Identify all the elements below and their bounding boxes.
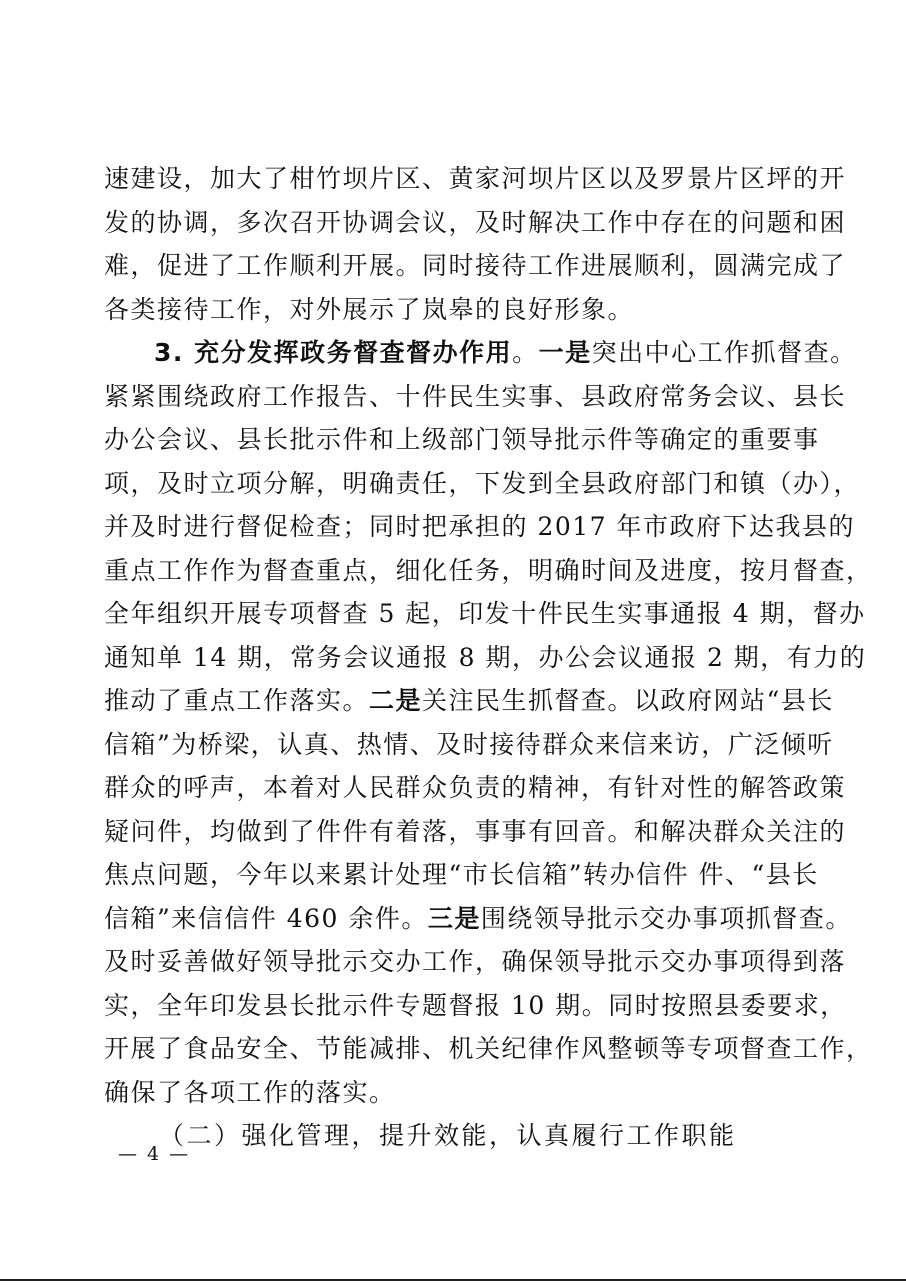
point-label: 二是	[369, 686, 423, 715]
paragraph-line: 重点工作作为督查重点，细化任务，明确时间及进度，按月督查，	[104, 555, 873, 585]
page-number: — 4 —	[118, 1143, 191, 1165]
paragraph-line: 信箱”为桥梁，认真、热情、及时接待群众来信来访，广泛倾听	[104, 729, 834, 759]
paragraph-line: 办公会议、县长批示件和上级部门领导批示件等确定的重要事	[104, 425, 820, 454]
paragraph-line: 及时妥善做好领导批示交办工作，确保领导批示交办事项得到落	[104, 947, 847, 976]
paragraph-line: 难，促进了工作顺利开展。同时接待工作进展顺利，圆满完成了	[104, 251, 847, 280]
section-heading: （二）强化管理，提升效能，认真履行工作职能	[159, 1121, 737, 1150]
paragraph-line: 推动了重点工作落实。二是关注民生抓督查。以政府网站“县长	[104, 686, 834, 715]
paragraph-line: 实，全年印发县长批示件专题督报 10 期。同时按照县委要求，	[104, 990, 847, 1020]
paragraph-line: 发的协调，多次召开协调会议，及时解决工作中存在的问题和困	[104, 207, 847, 237]
paragraph-line: 确保了各项工作的落实。	[104, 1077, 396, 1107]
paragraph-line: 群众的呼声，本着对人民群众负责的精神，有针对性的解答政策	[104, 773, 847, 802]
point-label: 一是	[538, 338, 592, 367]
paragraph-line: 疑问件，均做到了件件有着落，事事有回音。和解决群众关注的	[104, 816, 847, 846]
paragraph-line: 信箱”来信信件 460 余件。三是围绕领导批示交办事项抓督查。	[104, 903, 852, 933]
paragraph-line: 速建设，加大了柑竹坝片区、黄家河坝片区以及罗景片区坪的开	[104, 164, 847, 193]
paragraph-line: 项，及时立项分解，明确责任，下发到全县政府部门和镇（办），	[104, 468, 861, 498]
body-text	[104, 157, 873, 1158]
paragraph-line: 通知单 14 期，常务会议通报 8 期，办公会议通报 2 期，有力的	[104, 642, 867, 672]
bottom-border	[0, 1279, 906, 1281]
paragraph-line: 紧紧围绕政府工作报告、十件民生实事、县政府常务会议、县长	[104, 381, 847, 411]
paragraph-line: 开展了食品安全、节能减排、机关纪律作风整顿等专项督查工作，	[104, 1034, 873, 1063]
paragraph-line: 全年组织开展专项督查 5 起，印发十件民生实事通报 4 期，督办	[104, 599, 866, 628]
paragraph-line: 焦点问题，今年以来累计处理“市长信箱”转办信件 件、“县长	[104, 860, 819, 889]
paragraph-line: 各类接待工作，对外展示了岚皋的良好形象。	[104, 294, 635, 324]
paragraph-line: 并及时进行督促检查；同时把承担的 2017 年市政府下达我县的	[104, 512, 856, 541]
point-label: 三是	[427, 903, 481, 933]
paragraph-line: 3. 充分发挥政务督查督办作用。一是突出中心工作抓督查。	[154, 338, 857, 367]
subsection-title: 3. 充分发挥政务督查督办作用	[154, 338, 513, 367]
